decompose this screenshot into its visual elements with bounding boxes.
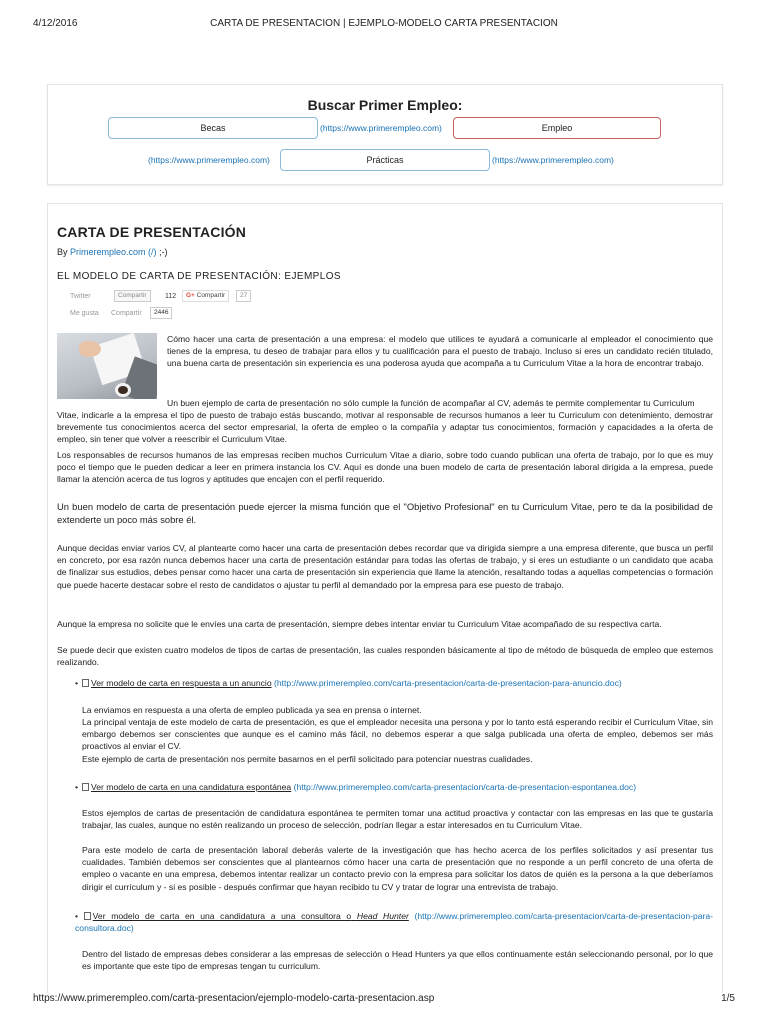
model-1-url[interactable]: (http://www.primerempleo.com/carta-presentacion/carta-de-presentacion-para-anuncio.doc) <box>274 678 622 688</box>
twitter-count: 112 <box>165 293 177 300</box>
paragraph-1: Cómo hacer una carta de presentación a una empresa: el modelo que utilices te ayudará a comunicarle al empleador el conocimiento que tienes de la empresa, tu deseo de trabajar para ellos y tu cualificación para el puesto de trabajo. Incluso si eres un candidato recién titulado, una buena carta de presentación sin experiencia es una poderosa ayuda que acompaña a tu Curriculum Vitae a la hora de encontrar trabajo. <box>167 334 713 369</box>
twitter-label: Twitter <box>70 293 91 300</box>
print-date: 4/12/2016 <box>33 18 78 29</box>
coffee-cup-icon <box>115 383 131 397</box>
model-3-text-1: Dentro del listado de empresas debes considerar a las empresas de selección o Head Hunters ya que ellos continuamente están seleccionando personal, por lo que es importante que este tipo de empresas tengan tu curriculum. <box>82 949 713 972</box>
model-1-bullet: • Ver modelo de carta en respuesta a un anuncio (http://www.primerempleo.com/carta-presentacion/carta-de-presentacion-para-anuncio.doc) <box>75 678 622 688</box>
print-page-number: 1/5 <box>721 993 735 1004</box>
gplus-icon: G+ <box>186 292 195 299</box>
model-2-link[interactable]: Ver modelo de carta en una candidatura espontánea <box>91 782 292 792</box>
like-count: 2446 <box>150 307 172 319</box>
empleo-url[interactable]: (https://www.primerempleo.com) <box>148 155 270 165</box>
like-label[interactable]: Me gusta <box>70 310 99 317</box>
empleo-button[interactable]: Empleo <box>453 117 661 139</box>
document-icon <box>84 912 91 920</box>
print-footer-url: https://www.primerempleo.com/carta-presentacion/ejemplo-modelo-carta-presentacion.asp <box>33 993 435 1004</box>
model-3-link[interactable]: Ver modelo de carta en una candidatura a una consultora o Head Hunter <box>92 911 409 921</box>
paragraph-5: Aunque decidas enviar varios CV, al plantearte como hacer una carta de presentación debes recordar que va dirigida siempre a una empresa diferente, que busca un perfil en concreto, por esa razón nunca debemos hacer una carta de presentación estándar para todas las ofertas de trabajo, y si eres un estudiante o un candidato que acaba de finalizar sus estudios, debes pensar como hacer una carta de presentación sin experiencia que llame la atención, resaltando todas a aquellas competencias o formación que puede hacerte destacar sobre el resto de candidatos o ajustar tu perfil al demandado por la empresa para ese puesto de trabajo. <box>57 543 713 590</box>
print-title: CARTA DE PRESENTACION | EJEMPLO-MODELO CARTA PRESENTACION <box>210 18 558 29</box>
becas-url[interactable]: (https://www.primerempleo.com) <box>320 123 442 133</box>
becas-button[interactable]: Becas <box>108 117 318 139</box>
gplus-count: 27 <box>236 290 251 302</box>
model-2-text-2: Para este modelo de carta de presentación laboral deberás valerte de la investigación que has hecho acerca de los perfiles solicitados y así presentar tus cualidades. También debemos ser conscientes que al plantearnos cómo hacer una carta de presentación que no responde a un perfil concreto de una oferta de empleo o vacante en una empresa, debemos intentar realizar un contacto previo con la empresa para solicitar los datos de quién es la persona a la que deberíamos dirigir el currículum y - si es posible - después confirmar que hayan recibido tu CV y tratar de lograr una entrevista de trabajo. <box>82 845 713 892</box>
facebook-share-button[interactable]: Compartir <box>111 310 142 317</box>
model-1-text-1: La enviamos en respuesta a una oferta de empleo publicada ya sea en prensa o internet. <box>82 705 422 715</box>
author-link[interactable]: Primerempleo.com (/) <box>70 247 157 257</box>
model-2-bullet: • Ver modelo de carta en una candidatura espontánea (http://www.primerempleo.com/carta-presentacion/carta-de-presentacion-espontanea.doc) <box>75 782 637 792</box>
twitter-share-button[interactable]: Compartir <box>114 290 151 302</box>
byline-prefix: By <box>57 247 68 257</box>
paragraph-3: Los responsables de recursos humanos de las empresas reciben muchos Curriculum Vitae a diario, sobre todo cuando publican una oferta de trabajo, por lo que es muy poco el tiempo que le pueden dedicar a leer en primera instancia los CV. Aquí es donde una buen modelo de carta de presentación laboral dirigida a la empresa, puede llamar la atención acerca de tus logros y aptitudes que encajen con el perfil requerido. <box>57 450 713 485</box>
paragraph-6: Aunque la empresa no solicite que le envíes una carta de presentación, siempre debes intentar enviar tu Curriculum Vitae acompañado de su respectiva carta. <box>57 619 662 629</box>
byline-suffix: ;-) <box>159 247 168 257</box>
article-photo <box>57 333 157 399</box>
search-widget <box>47 84 723 185</box>
model-2-text-1: Estos ejemplos de cartas de presentación de candidatura espontánea te permiten tomar una actitud proactiva y contactar con las empresas en las que te gustaría trabajar, las cuales, aunque no estén realizando un proceso de selección, podrían llegar a estar interesados en tu Curriculum Vitae. <box>82 808 713 831</box>
print-footer <box>0 993 768 1007</box>
paragraph-7: Se puede decir que existen cuatro modelos de tipos de cartas de presentación, las cuales responden básicamente al tipo de método de búsqueda de empleo que estemos realizando. <box>57 645 713 668</box>
article-title: CARTA DE PRESENTACIÓN <box>57 224 247 240</box>
model-3-url[interactable]: (http://www.primerempleo.com/carta-presentacion/carta-de-presentacion-para-consultora.doc) <box>75 911 714 934</box>
gplus-share-button[interactable] <box>182 290 229 302</box>
article-subhead: EL MODELO DE CARTA DE PRESENTACIÓN: EJEMPLOS <box>57 271 341 282</box>
print-header <box>0 18 768 32</box>
byline <box>57 247 168 257</box>
practicas-url[interactable]: (https://www.primerempleo.com) <box>492 155 614 165</box>
gplus-label: Compartir <box>196 292 226 299</box>
model-3-bullet: • Ver modelo de carta en una candidatura a una consultora o Head Hunter (http://www.primerempleo.com/carta-presentacion/carta-de-presentacion-para-consultora.doc) <box>75 911 714 934</box>
paragraph-4: Un buen modelo de carta de presentación puede ejercer la misma función que el "Objetivo Profesional" en tu Curriculum Vitae, pero te da la posibilidad de extenderte un poco más sobre él. <box>57 501 713 525</box>
model-2-url[interactable]: (http://www.primerempleo.com/carta-presentacion/carta-de-presentacion-espontanea.doc) <box>293 782 637 792</box>
document-icon <box>82 783 89 791</box>
paragraph-2a: Un buen ejemplo de carta de presentación no sólo cumple la función de acompañar al CV, además te permite complementar tu Curriculum <box>167 398 695 408</box>
practicas-button[interactable]: Prácticas <box>280 149 490 171</box>
model-1-text-2: La principal ventaja de este modelo de carta de presentación, es que el empleador necesita una persona y por lo tanto está esperando recibir el Curriculum Vitae, sin embargo debemos ser conscientes que aunque es el camino más fácil, no debemos esperar a que salga publicada una oferta de empleo, debemos ser más proactivos al enviar el CV. <box>82 717 713 752</box>
model-1-link[interactable]: Ver modelo de carta en respuesta a un anuncio <box>91 678 272 688</box>
model-1-text-3: Este ejemplo de carta de presentación nos permite basarnos en el perfil solicitado para potenciar nuestras cualidades. <box>82 754 533 764</box>
search-heading: Buscar Primer Empleo: <box>307 97 463 113</box>
document-icon <box>82 679 89 687</box>
paragraph-2: Vitae, indicarle a la empresa el tipo de puesto de trabajo estás buscando, motivar al responsable de recursos humanos a leer tu Curriculum con detenimiento, demostrar brevemente tus conocimientos acerca del sector empresarial, la oferta de empleo o la compañía y adaptar tus conocimientos, formación y capacidades a la oferta de empleo, sin tener que volver a reescribir el Curriculum Vitae. <box>57 410 713 445</box>
